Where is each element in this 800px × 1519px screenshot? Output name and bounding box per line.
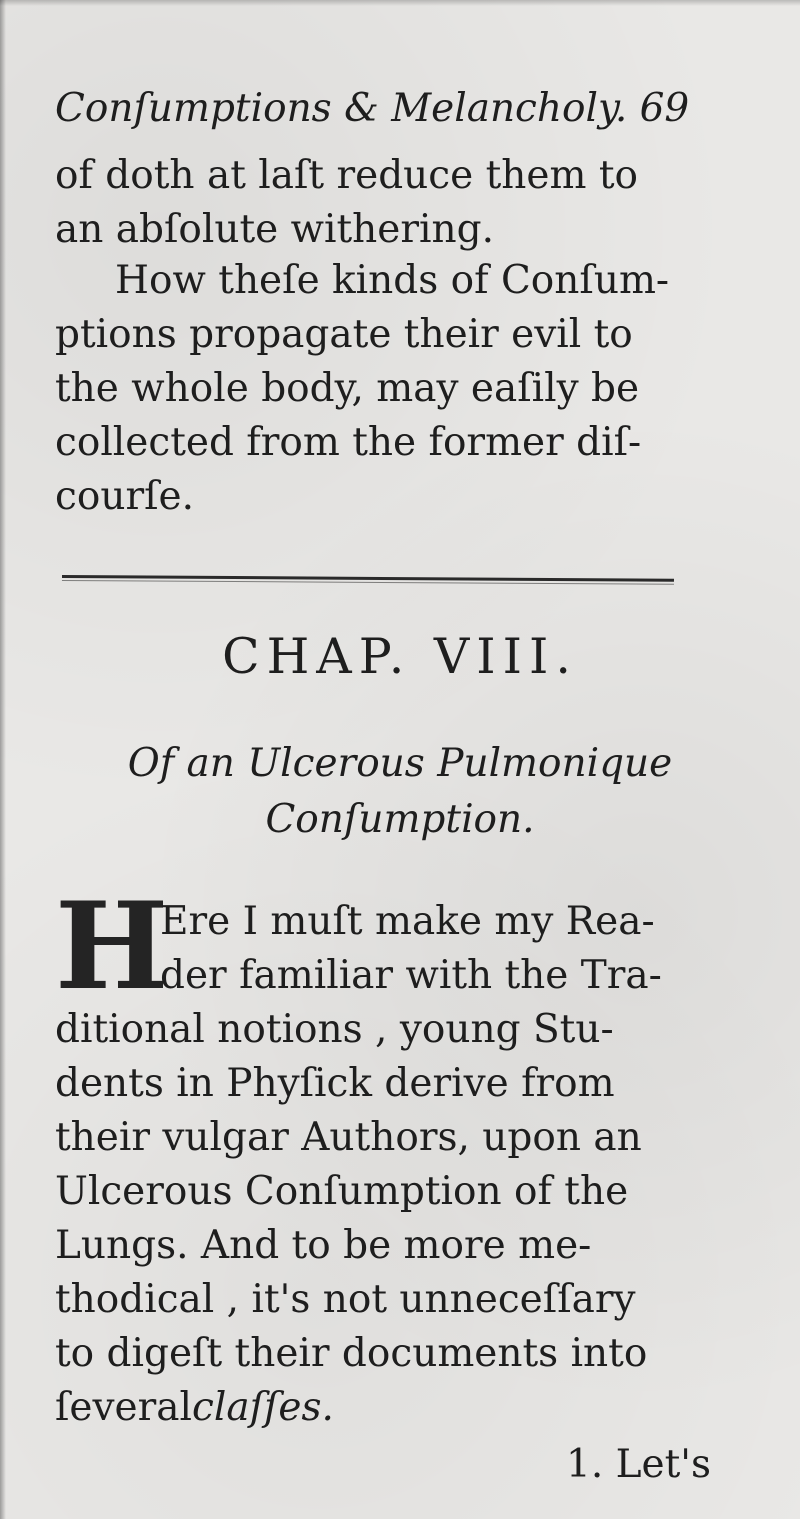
paragraph-line: courſe.	[55, 474, 194, 519]
running-head-text: Conſumptions & Melancholy. 69	[55, 86, 690, 131]
paragraph-line: of doth at laſt reduce them to	[55, 153, 639, 198]
text-line	[55, 1057, 715, 1111]
running-head-line	[55, 82, 715, 136]
text-line	[55, 362, 715, 416]
text-line	[55, 1111, 715, 1165]
text-line	[160, 895, 715, 949]
text-line	[55, 1273, 715, 1327]
paragraph-line: der familiar with the Tra-	[160, 953, 662, 998]
first-paragraph	[55, 149, 715, 257]
text-line	[55, 203, 715, 257]
paragraph-line: Ere I muſt make my Rea-	[160, 899, 655, 944]
running-head	[55, 82, 715, 136]
paragraph-line: How theſe kinds of Conſum-	[115, 258, 670, 303]
section-title-line: Of an Ulcerous Pulmonique	[127, 741, 673, 786]
text-line	[55, 254, 715, 308]
chapter-divider-rule	[62, 575, 674, 582]
text-line	[55, 416, 715, 470]
dropcap-paragraph-start	[55, 876, 715, 1017]
paragraph-line: to digeſt their documents into	[55, 1331, 648, 1376]
paragraph-line: dents in Phyſick derive from	[55, 1061, 615, 1106]
dropcap-lines	[160, 895, 715, 1003]
chapter-body	[55, 876, 715, 1435]
last-line-prefix: ſeveral	[55, 1385, 192, 1430]
paragraph-line: their vulgar Authors, upon an	[55, 1115, 642, 1160]
paragraph-line: Ulcerous Conſumption of the	[55, 1169, 629, 1214]
text-line	[55, 470, 715, 524]
catchword: 1. Let's	[566, 1442, 711, 1487]
paragraph-line: thodical , it's not unneceſſary	[55, 1277, 636, 1322]
drop-cap-letter: H	[55, 876, 169, 1017]
section-title-line: Conſumption.	[265, 797, 535, 842]
second-paragraph	[55, 254, 715, 524]
paragraph-line: ditional notions , young Stu-	[55, 1007, 614, 1052]
chapter-title: CHAP. VIII.	[222, 628, 578, 685]
last-line-italic: claſſes.	[192, 1385, 334, 1430]
text-line	[160, 949, 715, 1003]
paragraph-line: ptions propagate their evil to	[55, 312, 633, 357]
page-top-shadow	[0, 0, 800, 6]
paragraph-line: Lungs. And to be more me-	[55, 1223, 592, 1268]
text-line	[55, 1165, 715, 1219]
paragraph-line: the whole body, may eaſily be	[55, 366, 640, 411]
text-line	[55, 1381, 715, 1435]
text-line	[55, 1327, 715, 1381]
paragraph-line: an abſolute withering.	[55, 207, 494, 252]
text-line	[55, 149, 715, 203]
text-line	[55, 1219, 715, 1273]
text-line	[55, 308, 715, 362]
section-title	[0, 736, 800, 848]
text-line	[55, 1003, 715, 1057]
paragraph-line: collected from the former diſ-	[55, 420, 642, 465]
